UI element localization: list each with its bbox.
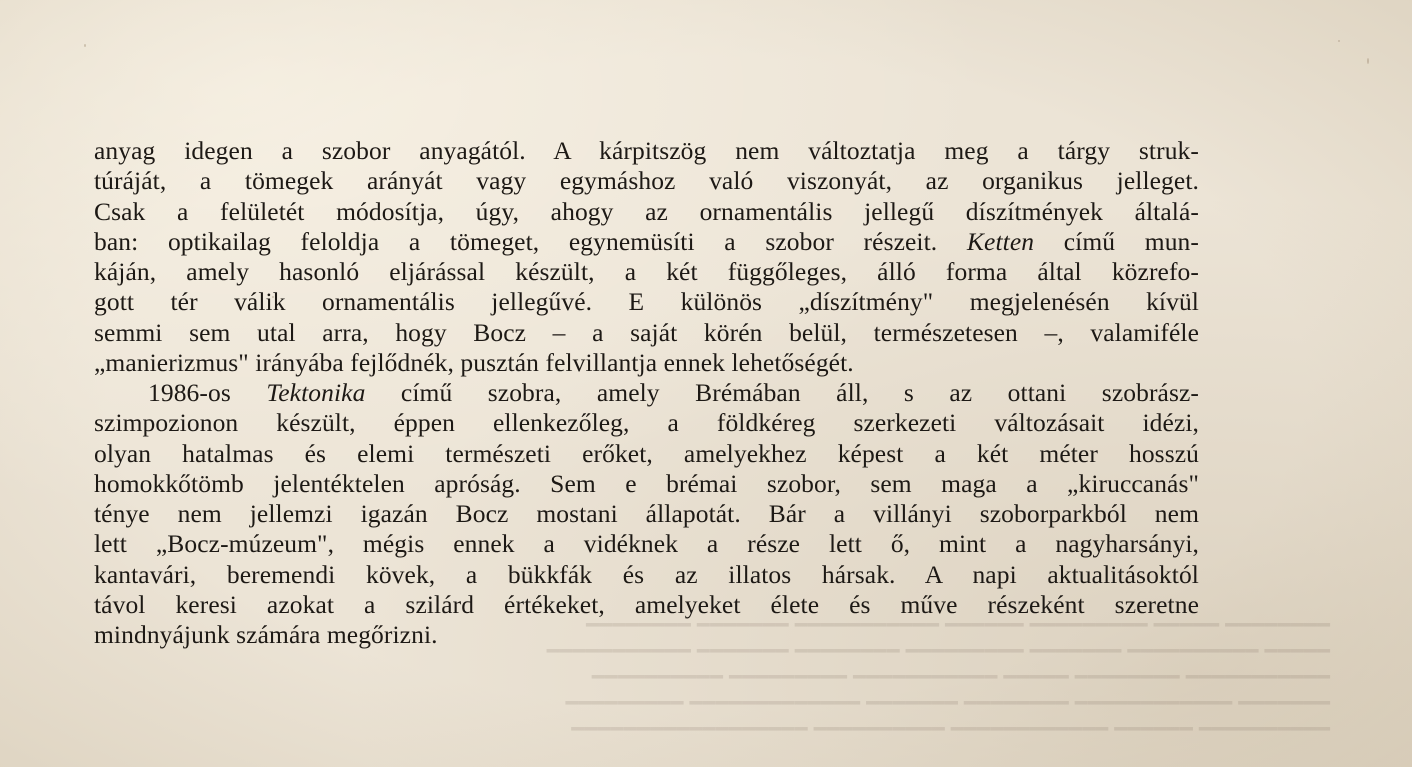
paper-speck bbox=[1338, 40, 1340, 42]
text-line bbox=[94, 227, 1199, 257]
text-line: semmi sem utal arra, hogy Bocz – a saját körén belül, természetesen –, valamiféle bbox=[94, 317, 1199, 347]
paper-speck bbox=[1367, 58, 1369, 64]
artwork-title-ketten: Ketten bbox=[966, 226, 1035, 256]
text-line: káján, amely hasonló eljárással készült, a két függőleges, álló forma által közrefo- bbox=[94, 257, 1199, 286]
artwork-title-tektonika: Tektonika bbox=[266, 378, 366, 407]
text-line: „manierizmus" irányába fejlődnék, pusztán felvillantja ennek lehetőségét. bbox=[94, 347, 854, 377]
text-line: ténye nem jellemzi igazán Bocz mostani állapotát. Bár a villányi szoborparkból nem bbox=[94, 499, 1199, 528]
text-line: Csak a felületét módosítja, úgy, ahogy az ornamentális jellegű díszítmények általá- bbox=[94, 196, 1199, 226]
text-line bbox=[94, 378, 1199, 408]
body-text bbox=[94, 136, 1199, 650]
text-line: anyag idegen a szobor anyagától. A kárpitszög nem változtatja meg a tárgy struk- bbox=[94, 136, 1199, 165]
text-line: túráját, a tömegek arányát vagy egymáshoz való viszonyát, az organikus jelleget. bbox=[94, 166, 1199, 196]
text-line: távol keresi azokat a szilárd értékeket, amelyeket élete és műve részeként szeretne bbox=[94, 589, 1199, 619]
text-line: homokkőtömb jelentéktelen apróság. Sem e brémai szobor, sem maga a „kiruccanás" bbox=[94, 468, 1199, 498]
text-line: olyan hatalmas és elemi természeti erőket, amelyekhez képest a két méter hosszú bbox=[94, 438, 1199, 468]
text-line: gott tér válik ornamentális jellegűvé. E különös „díszítmény" megjelenésén kívül bbox=[94, 287, 1199, 317]
text-line: kantavári, beremendi kövek, a bükkfák és az illatos hársak. A napi aktualitásoktól bbox=[94, 559, 1199, 589]
text-run: című szobra, amely Brémában áll, s az ottani szobrász- bbox=[365, 378, 1199, 407]
text-run: 1986-os bbox=[148, 378, 267, 407]
paper-speck bbox=[84, 44, 86, 47]
text-run: című mun- bbox=[1034, 226, 1199, 256]
text-line: mindnyájunk számára megőrizni. bbox=[94, 620, 438, 649]
text-line: lett „Bocz-múzeum", mégis ennek a vidéknek a része lett ő, mint a nagyharsányi, bbox=[94, 529, 1199, 559]
bleed-through-texture: ━━━━━━━━ ━━━━━ ━━━━━━━━━ ━━━━━━ ━━━━━━━━━━━ ━━━━━━━ ━━━━━━━━ ━━━━━ ━━━━━━━━━━ ━━━━━━━ ━━━━━━━━━ ━━━━━━━━ ━━━━━━━ ━━━━━━━━━━━ ━━━━━━━━━━━ ━━━━━━━━ ━━━━━ ━━━━━━━━━━━ ━━━━━━━━━ ━━━━━━━━━━ ━━━━━━━ ━━━━━━━━━━━━ ━━━━━━━━ ━━━━━━━ ━━━━━━━━━━━━━ ━━━━━━━━━ ━━━━━━━━━━ ━━━━━━ ━━━━━━━━━━━━ ━━━━━━━━━━ ━━━━━━━━━━━━━━━━━━ bbox=[546, 613, 1330, 741]
text-line: szimpozionon készült, éppen ellenkezőleg, a földkéreg szerkezeti változásait idézi, bbox=[94, 408, 1199, 438]
text-run: ban: optikailag feloldja a tömeget, egynemüsíti a szobor részeit. bbox=[94, 226, 967, 256]
